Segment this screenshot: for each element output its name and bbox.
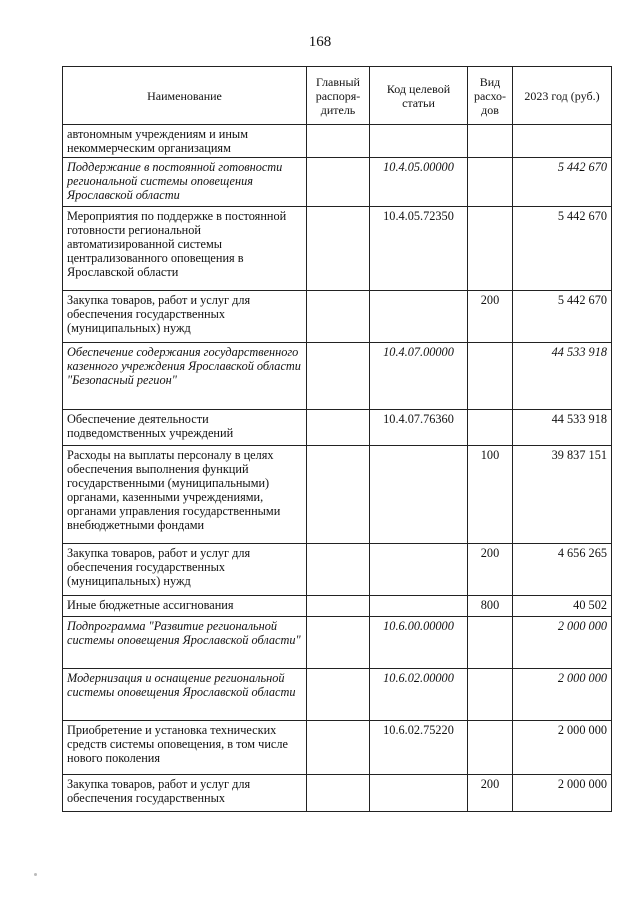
row-glav [307,291,370,343]
row-name: автономным учреждениям и иным некоммерческим организациям [63,125,307,158]
table-row [63,207,612,291]
row-vid [468,410,513,446]
table-row [63,721,612,775]
row-glav [307,669,370,721]
row-name: Обеспечение деятельности подведомственных учреждений [63,410,307,446]
row-vid [468,158,513,207]
row-glav [307,207,370,291]
row-name: Модернизация и оснащение региональной системы оповещения Ярославской области [63,669,307,721]
table-row [63,775,612,812]
table-row [63,291,612,343]
row-sum: 4 656 265 [513,544,612,596]
row-sum: 2 000 000 [513,617,612,669]
budget-table [62,66,612,812]
row-glav [307,617,370,669]
header-code: Код целевой статьи [370,67,468,125]
header-name: Наименование [63,67,307,125]
table-row [63,158,612,207]
table-row [63,596,612,617]
row-sum: 40 502 [513,596,612,617]
row-name: Мероприятия по поддержке в постоянной готовности региональной автоматизированной системы централизованного оповещения в Ярославской области [63,207,307,291]
row-code [370,775,468,812]
table-header-row [63,67,612,125]
row-vid [468,207,513,291]
row-vid [468,669,513,721]
row-sum: 2 000 000 [513,721,612,775]
row-glav [307,596,370,617]
row-glav [307,125,370,158]
row-code [370,291,468,343]
row-code: 10.4.05.00000 [370,158,468,207]
table-row [63,617,612,669]
table-row [63,343,612,410]
row-code [370,544,468,596]
row-sum: 2 000 000 [513,775,612,812]
row-name: Поддержание в постоянной готовности региональной системы оповещения Ярославской области [63,158,307,207]
row-name: Закупка товаров, работ и услуг для обеспечения государственных (муниципальных) нужд [63,544,307,596]
row-vid: 800 [468,596,513,617]
row-code: 10.6.02.00000 [370,669,468,721]
row-name: Обеспечение содержания государственного казенного учреждения Ярославской области "Безопасный регион" [63,343,307,410]
row-sum [513,125,612,158]
table-row [63,446,612,544]
header-sum: 2023 год (руб.) [513,67,612,125]
row-sum: 39 837 151 [513,446,612,544]
row-glav [307,343,370,410]
table-row [63,669,612,721]
row-code: 10.4.07.76360 [370,410,468,446]
row-code [370,596,468,617]
row-name: Приобретение и установка технических средств системы оповещения, в том числе нового поколения [63,721,307,775]
row-vid [468,343,513,410]
row-name: Закупка товаров, работ и услуг для обеспечения государственных (муниципальных) нужд [63,291,307,343]
row-glav [307,721,370,775]
row-sum: 5 442 670 [513,207,612,291]
row-name: Закупка товаров, работ и услуг для обеспечения государственных [63,775,307,812]
row-glav [307,544,370,596]
row-name: Расходы на выплаты персоналу в целях обеспечения выполнения функций государственными (муниципальными) органами, казенными учреждениями, органами управления государственными внебюджетными фондами [63,446,307,544]
row-vid [468,125,513,158]
row-code: 10.6.02.75220 [370,721,468,775]
row-sum: 2 000 000 [513,669,612,721]
row-vid [468,617,513,669]
header-vid: Вид расхо-дов [468,67,513,125]
row-vid: 200 [468,775,513,812]
table-row [63,410,612,446]
row-vid: 200 [468,544,513,596]
row-sum: 5 442 670 [513,158,612,207]
table-row [63,125,612,158]
row-vid: 200 [468,291,513,343]
row-glav [307,446,370,544]
row-code: 10.4.05.72350 [370,207,468,291]
row-code [370,446,468,544]
scan-speck [34,873,37,876]
row-code: 10.4.07.00000 [370,343,468,410]
table-row [63,544,612,596]
row-name: Подпрограмма "Развитие региональной системы оповещения Ярославской области" [63,617,307,669]
row-code [370,125,468,158]
header-glav: Главный распоря-дитель [307,67,370,125]
row-glav [307,775,370,812]
row-sum: 5 442 670 [513,291,612,343]
row-code: 10.6.00.00000 [370,617,468,669]
row-sum: 44 533 918 [513,343,612,410]
row-vid: 100 [468,446,513,544]
row-name: Иные бюджетные ассигнования [63,596,307,617]
row-glav [307,410,370,446]
page-number: 168 [308,34,332,50]
row-glav [307,158,370,207]
row-sum: 44 533 918 [513,410,612,446]
row-vid [468,721,513,775]
